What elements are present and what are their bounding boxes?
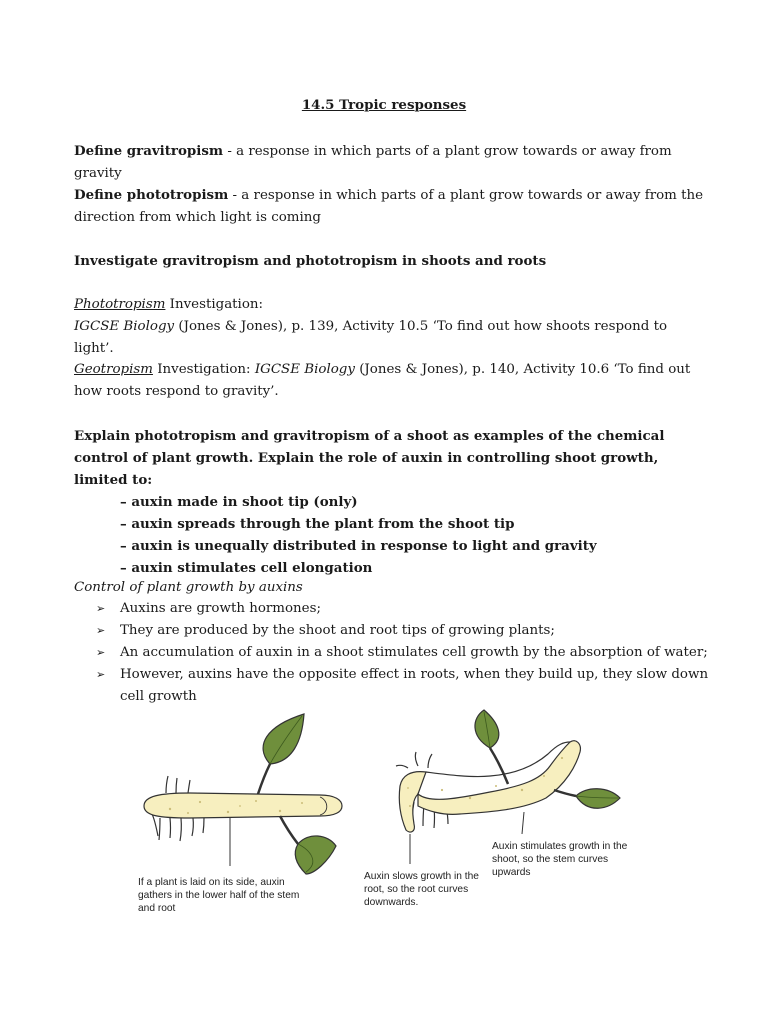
explain-section <box>74 425 704 579</box>
curving-plant-drawing <box>396 710 620 832</box>
phototropism-book: IGCSE Biology <box>74 319 175 334</box>
phototropism-definition <box>74 184 704 229</box>
explain-point: – auxin made in shoot tip (only) <box>120 494 358 510</box>
geotropism-book: IGCSE Biology <box>254 362 355 377</box>
phototropism-term: Define phototropism <box>74 187 229 203</box>
investigate-heading: Investigate gravitropism and phototropism in shoots and roots <box>74 253 547 269</box>
page-title: 14.5 Tropic responses <box>301 97 467 113</box>
list-item-text: An accumulation of auxin in a shoot stimulates cell growth by the absorption of water; <box>120 645 708 660</box>
list-item-text: They are produced by the shoot and root tips of growing plants; <box>120 623 555 638</box>
caption-middle: Auxin slows growth in the root, so the root curves downwards. <box>364 871 479 908</box>
list-item-text: Auxins are growth hormones; <box>120 601 321 616</box>
arrow-bullet-icon: ➢ <box>96 646 106 659</box>
geotropism-investigation <box>74 359 704 403</box>
explain-point: – auxin stimulates cell elongation <box>120 560 373 576</box>
list-item <box>96 598 716 620</box>
plant-growth-figure <box>130 706 650 931</box>
gravitropism-term: Define gravitropism <box>74 143 224 159</box>
control-heading: Control of plant growth by auxins <box>74 580 303 595</box>
geotropism-mid: Investigation: <box>152 362 255 377</box>
explain-point: – auxin is unequally distributed in response to light and gravity <box>120 538 597 554</box>
phototropism-label: Phototropism <box>74 297 166 312</box>
caption-right: Auxin stimulates growth in the shoot, so the stem curves upwards <box>492 841 628 878</box>
caption-left: If a plant is laid on its side, auxin gathers in the lower half of the stem and root <box>138 877 300 914</box>
list-item <box>96 642 716 664</box>
horizontal-plant-drawing <box>144 714 342 874</box>
explain-text: Explain phototropism and gravitropism of a shoot as examples of the chemical control of plant growth. Explain the role of auxin in controlling shoot growth, limited to: <box>74 428 665 488</box>
explain-point: – auxin spreads through the plant from the shoot tip <box>120 516 515 532</box>
list-item <box>96 664 716 708</box>
phototropism-investigation <box>74 294 704 360</box>
gravitropism-definition <box>74 140 704 185</box>
geotropism-ref: (Jones & Jones), p. 140, Activity 10.6 ‘To find out how roots respond to gravity’. <box>74 362 691 399</box>
phototropism-suffix: Investigation: <box>165 297 264 312</box>
arrow-bullet-icon: ➢ <box>96 668 106 681</box>
caption-pointer-lines <box>230 812 524 866</box>
list-item <box>96 620 716 642</box>
phototropism-ref: (Jones & Jones), p. 139, Activity 10.5 ‘To find out how shoots respond to light’. <box>74 319 668 356</box>
list-item-text: However, auxins have the opposite effect in roots, when they build up, they slow down cell growth <box>120 667 709 704</box>
arrow-bullet-icon: ➢ <box>96 624 106 637</box>
geotropism-label: Geotropism <box>74 362 153 377</box>
phototropism-text: - a response in which parts of a plant grow towards or away from the direction from which light is coming <box>74 188 704 225</box>
gravitropism-text: - a response in which parts of a plant grow towards or away from gravity <box>74 144 672 181</box>
auxin-bullet-list <box>96 598 716 708</box>
arrow-bullet-icon: ➢ <box>96 602 106 615</box>
